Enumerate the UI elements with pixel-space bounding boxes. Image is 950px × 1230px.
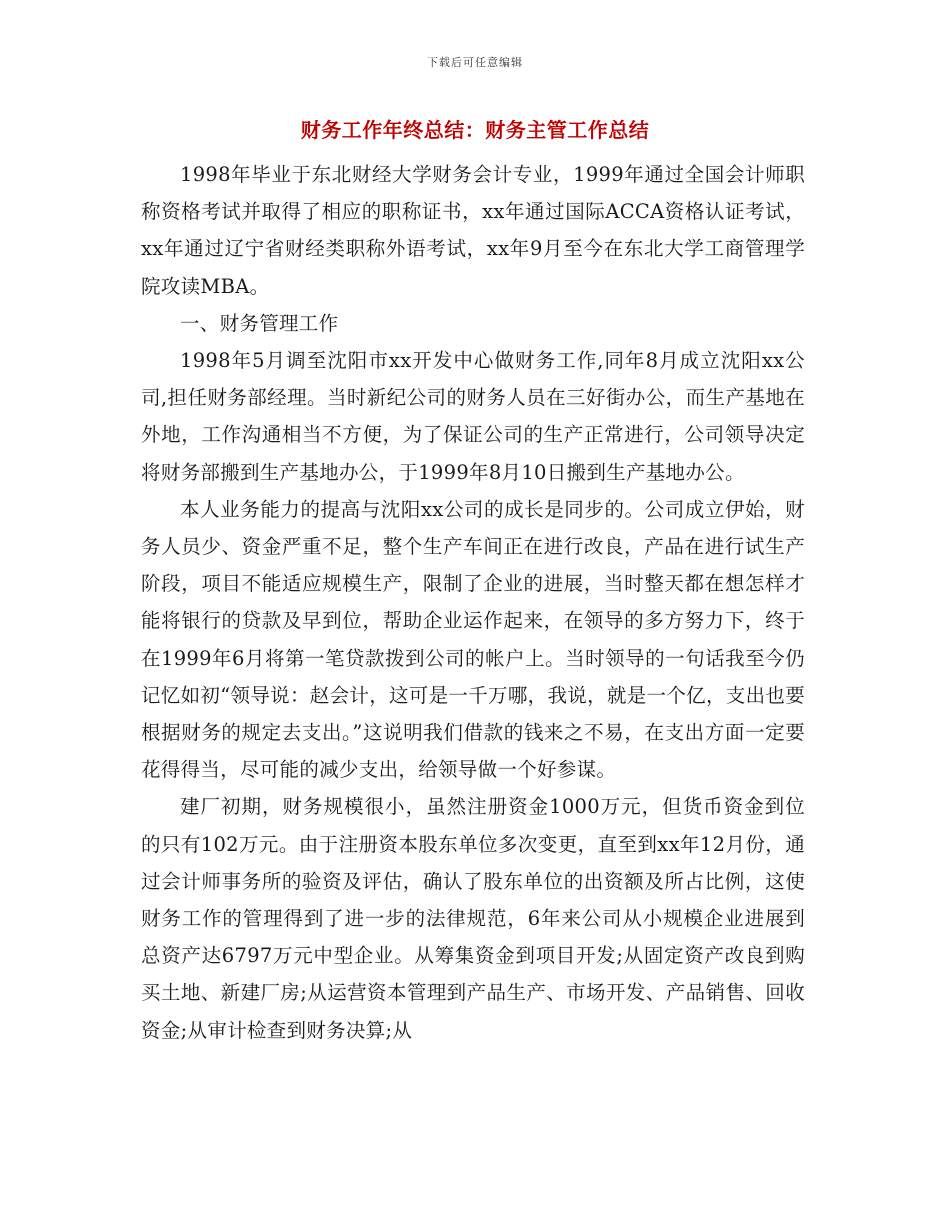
section-heading-financial-management: 一、财务管理工作 — [180, 311, 339, 335]
paragraph-intro: 1998年毕业于东北财经大学财务会计专业，1999年通过全国会计师职称资格考试并取得了相应的职称证书，xx年通过国际ACCA资格认证考试，xx年通过辽宁省财经类职称外语考试，xx年9月至今在东北大学工商管理学院攻读MBA。 — [141, 163, 805, 298]
paragraph-early-stage: 建厂初期，财务规模很小，虽然注册资金1000万元，但货币资金到位的只有102万元。由于注册资本股东单位多次变更，直至到xx年12月份，通过会计师事务所的验资及评估，确认了股东单位的出资额及所占比例，这使财务工作的管理得到了进一步的法律规范，6年来公司从小规模企业进展到总资产达6797万元中型企业。从筹集资金到项目开发;从固定资产改良到购买土地、新建厂房;从运营资本管理到产品生产、市场开发、产品销售、回收资金;从审计检查到财务决算;从 — [141, 795, 805, 1042]
paragraph-company-growth: 本人业务能力的提高与沈阳xx公司的成长是同步的。公司成立伊始，财务人员少、资金严重不足，整个生产车间正在进行改良，产品在进行试生产阶段，项目不能适应规模生产，限制了企业的进展，当时整天都在想怎样才能将银行的贷款及早到位，帮助企业运作起来，在领导的多方努力下，终于在1999年6月将第一笔贷款拨到公司的帐户上。当时领导的一句话我至今仍记忆如初“领导说：赵会计，这可是一千万哪，我说，就是一个亿，支出也要根据财务的规定去支出。”这说明我们借款的钱来之不易，在支出方面一定要花得得当，尽可能的减少支出，给领导做一个好参谋。 — [141, 497, 805, 782]
document-body — [141, 156, 805, 1049]
document-title: 财务工作年终总结：财务主管工作总结 — [300, 118, 650, 142]
paragraph-relocation: 1998年5月调至沈阳市xx开发中心做财务工作,同年8月成立沈阳xx公司,担任财务部经理。当时新纪公司的财务人员在三好街办公，而生产基地在外地，工作沟通相当不方便，为了保证公司的生产正常进行，公司领导决定将财务部搬到生产基地办公，于1999年8月10日搬到生产基地办公。 — [141, 349, 805, 484]
page-header-note: 下载后可任意编辑 — [427, 56, 523, 69]
